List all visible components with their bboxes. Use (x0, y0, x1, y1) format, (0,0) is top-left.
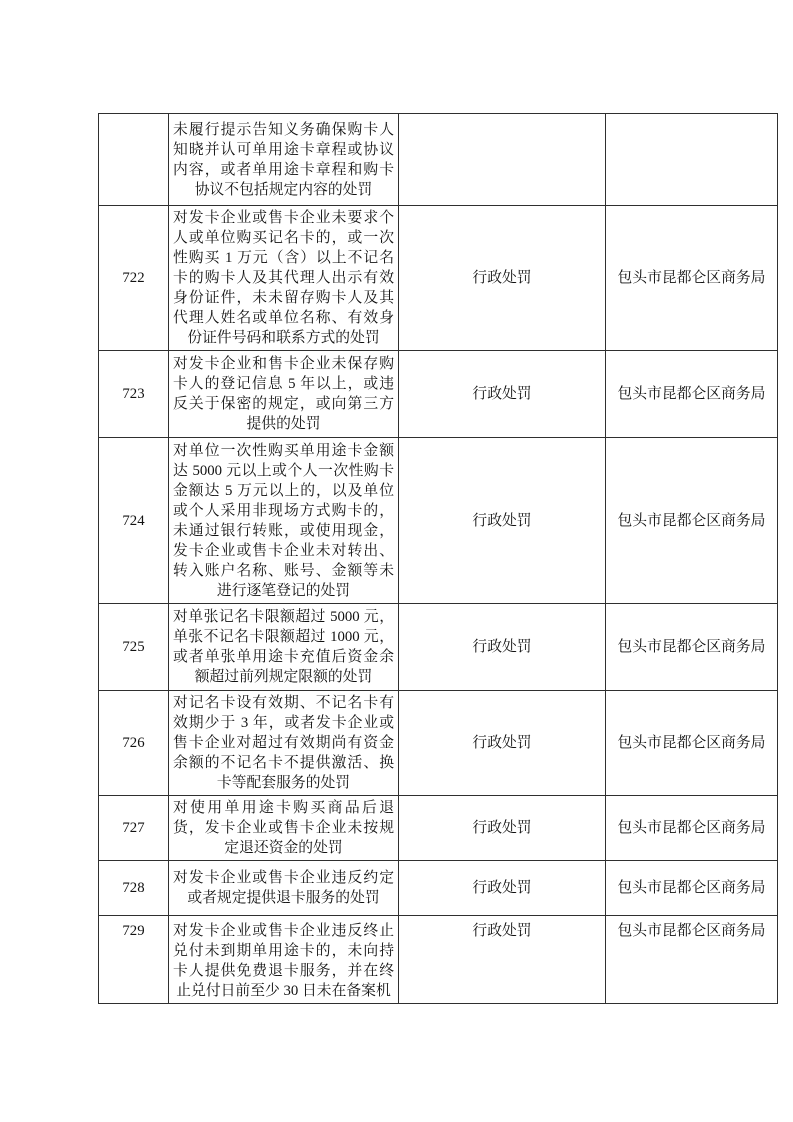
table-body (99, 114, 778, 1004)
violation-description: 对记名卡设有效期、不记名卡有效期少于 3 年，或者发卡企业或售卡企业对超过有效期尚有资金余额的不记名卡不提供激活、换卡等配套服务的处罚 (169, 691, 399, 796)
row-number: 724 (99, 438, 169, 604)
row-number: 723 (99, 351, 169, 438)
penalty-type (399, 114, 606, 206)
table-row (99, 691, 778, 796)
penalty-type: 行政处罚 (399, 604, 606, 691)
table-row (99, 206, 778, 351)
violation-description: 对单张记名卡限额超过 5000 元，单张不记名卡限额超过 1000 元，或者单张单用途卡充值后资金余额超过前列规定限额的处罚 (169, 604, 399, 691)
authority-name (606, 114, 778, 206)
authority-name: 包头市昆都仑区商务局 (606, 916, 778, 1004)
authority-name: 包头市昆都仑区商务局 (606, 438, 778, 604)
authority-name: 包头市昆都仑区商务局 (606, 604, 778, 691)
row-number: 729 (99, 916, 169, 1004)
violation-description: 对发卡企业或售卡企业违反终止兑付未到期单用途卡的，未向持卡人提供免费退卡服务，并在终止兑付日前至少 30 日未在备案机 (169, 916, 399, 1004)
row-number: 728 (99, 861, 169, 916)
violation-description: 对使用单用途卡购买商品后退货，发卡企业或售卡企业未按规定退还资金的处罚 (169, 796, 399, 861)
penalty-type: 行政处罚 (399, 691, 606, 796)
authority-name: 包头市昆都仑区商务局 (606, 861, 778, 916)
row-number: 726 (99, 691, 169, 796)
row-number: 722 (99, 206, 169, 351)
authority-name: 包头市昆都仑区商务局 (606, 351, 778, 438)
penalty-type: 行政处罚 (399, 796, 606, 861)
table-row (99, 351, 778, 438)
penalty-type: 行政处罚 (399, 206, 606, 351)
violation-description: 对单位一次性购买单用途卡金额达 5000 元以上或个人一次性购卡金额达 5 万元以上的，以及单位或个人采用非现场方式购卡的，未通过银行转账，或使用现金，发卡企业或售卡企业未对转出、转入账户名称、账号、金额等未进行逐笔登记的处罚 (169, 438, 399, 604)
table-row (99, 114, 778, 206)
violation-description: 未履行提示告知义务确保购卡人知晓并认可单用途卡章程或协议内容，或者单用途卡章程和购卡协议不包括规定内容的处罚 (169, 114, 399, 206)
violation-description: 对发卡企业或售卡企业未要求个人或单位购买记名卡的，或一次性购买 1 万元（含）以上不记名卡的购卡人及其代理人出示有效身份证件，未未留存购卡人及其代理人姓名或单位名称、有效身份证件号码和联系方式的处罚 (169, 206, 399, 351)
table-row (99, 438, 778, 604)
penalty-type: 行政处罚 (399, 916, 606, 1004)
table-row (99, 916, 778, 1004)
penalty-table (98, 113, 778, 1004)
penalty-type: 行政处罚 (399, 861, 606, 916)
authority-name: 包头市昆都仑区商务局 (606, 796, 778, 861)
row-number: 725 (99, 604, 169, 691)
table-row (99, 604, 778, 691)
penalty-type: 行政处罚 (399, 351, 606, 438)
row-number (99, 114, 169, 206)
authority-name: 包头市昆都仑区商务局 (606, 206, 778, 351)
violation-description: 对发卡企业或售卡企业违反约定或者规定提供退卡服务的处罚 (169, 861, 399, 916)
violation-description: 对发卡企业和售卡企业未保存购卡人的登记信息 5 年以上，或违反关于保密的规定，或向第三方提供的处罚 (169, 351, 399, 438)
row-number: 727 (99, 796, 169, 861)
authority-name: 包头市昆都仑区商务局 (606, 691, 778, 796)
penalty-type: 行政处罚 (399, 438, 606, 604)
table-row (99, 861, 778, 916)
table-row (99, 796, 778, 861)
